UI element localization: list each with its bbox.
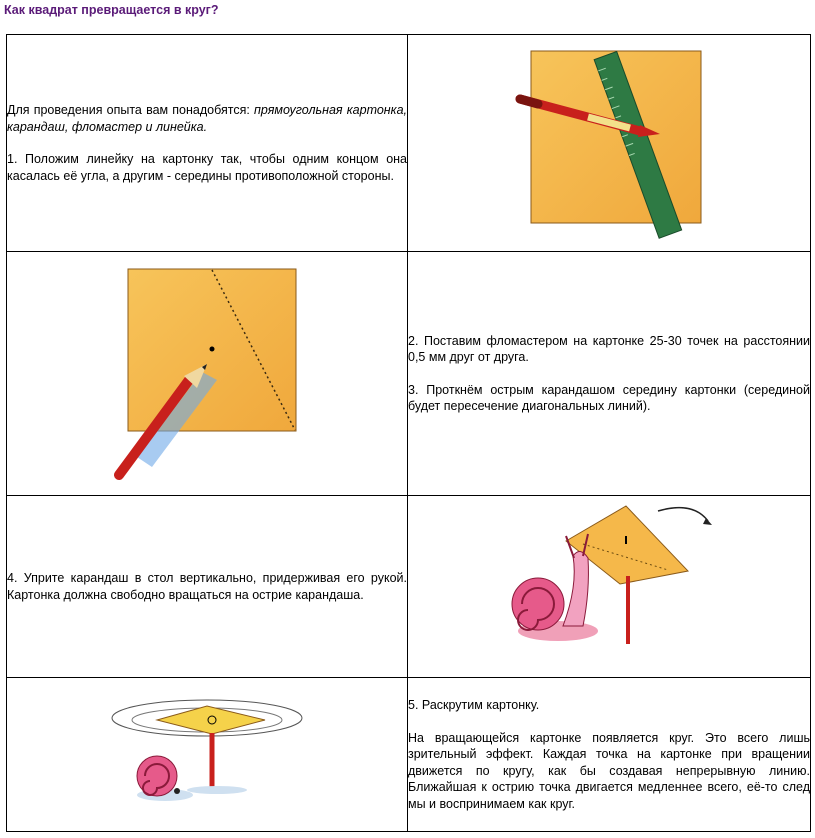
table-row [7,678,811,832]
snail-holding-card-illustration [408,496,811,677]
center-point [210,347,215,352]
table-row [7,35,811,252]
rotation-arrow [658,508,708,521]
materials-list: прямоугольная картонка, карандаш, фломастер и линейка. [7,103,408,134]
steps-table [6,34,811,832]
step-5-text: 5. Раскрутим картонку. [408,698,540,712]
step-2-text: 2. Поставим фломастером на картонке 25-30 точек на расстоянии 0,5 мм друг от друга. [408,333,810,364]
table-row [7,496,811,678]
step-4-illustration-cell [408,496,811,678]
step-2-3-text-cell [408,252,811,496]
step-3-text: 3. Проткнём острым карандашом середину картонки (серединой будет пересечение диагональных линий). [408,382,810,413]
step-1-text-cell [7,35,408,252]
page-title: Как квадрат превращается в круг? [4,3,219,17]
materials-paragraph [7,102,407,135]
step-5-text-cell [408,678,811,832]
step-2-illustration-cell [7,252,408,496]
step-5-illustration-cell [7,678,408,832]
table-row [7,252,811,496]
snail [137,756,193,801]
step-4-text: 4. Уприте карандаш в стол вертикально, придерживая его рукой. Картонка должна свободно вращаться на острие карандаша. [7,571,407,602]
step-1-text: 1. Положим линейку на картонку так, чтобы одним концом она касалась её угла, а другим - середины противоположной стороны. [7,152,407,183]
step-1-illustration-cell [408,35,811,252]
spinning-card-snail-illustration [7,678,408,831]
card-pencil-dots-illustration [7,252,408,495]
card-ruler-marker-illustration [408,35,811,251]
materials-intro: Для проведения опыта вам понадобятся: [7,103,255,117]
explanation-text: На вращающейся картонке появляется круг. Это всего лишь зрительный эффект. Каждая точка на картонке при вращении движется по кругу, как бы создавая непрерывную линию. Ближайшая к острию точка двигается медленнее всего, её-то след мы и воспринимаем как круг. [408,730,810,811]
snail [512,534,598,641]
step-4-text-cell [7,496,408,678]
